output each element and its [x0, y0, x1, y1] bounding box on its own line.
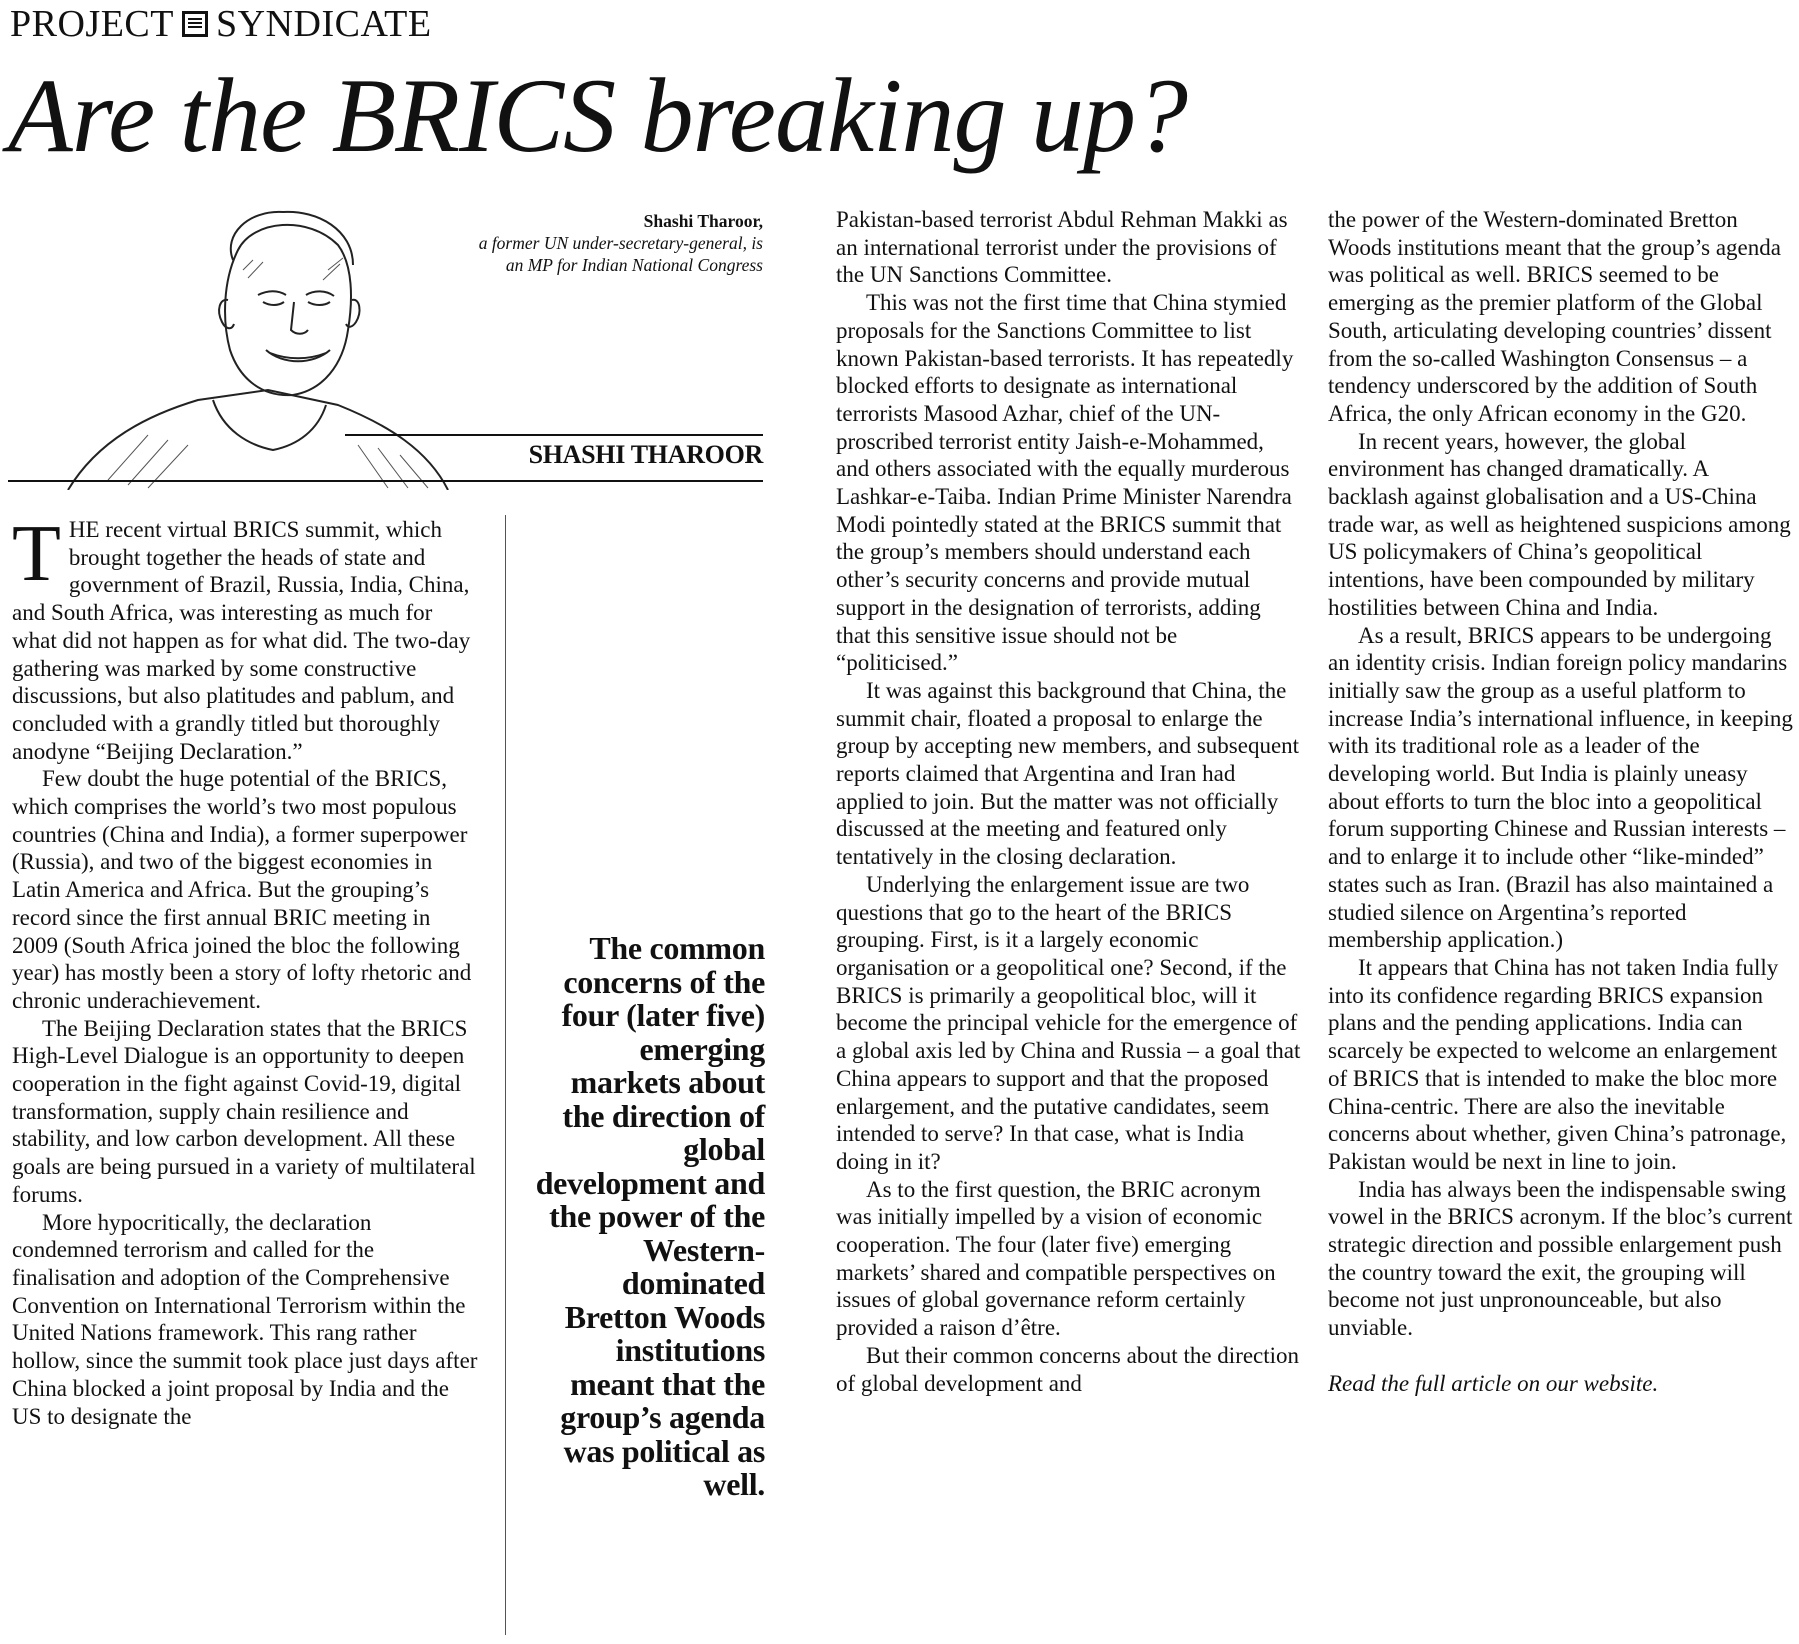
paragraph: This was not the first time that China stymied proposals for the Sanctions Committee to list known Pakistan-based terrorists. It has repeatedly blocked efforts to designate as international terrorists Masood Azhar, chief of the UN-proscribed terrorist entity Jaish-e-Mohammed, and others associated with the equally murderous Lashkar-e-Taiba. Indian Prime Minister Narendra Modi pointedly stated at the BRICS summit that the group’s members should understand each other’s security concerns and provide mutual support in the designation of terrorists, adding that this sensitive issue should not be “politicised.” — [836, 290, 1294, 676]
headline: Are the BRICS breaking up? — [8, 57, 1187, 174]
paragraph: In recent years, however, the global environment has changed dramatically. A backlash against globalisation and a US-China trade war, as well as heightened suspicions among US policymakers of China’s geopolitical intentions, have been compounded by military hostilities between China and India. — [1328, 428, 1791, 620]
column-divider — [505, 515, 506, 1635]
byline: SHASHI THAROOR — [528, 440, 763, 469]
paragraph: As a result, BRICS appears to be undergoing an identity crisis. Indian foreign policy mandarins initially saw the group as a useful platform to increase India’s international influence, in keeping with its traditional role as a leader of the developing world. But India is plainly uneasy about efforts to turn the bloc into a geopolitical forum supporting Chinese and Russian interests – and to enlarge it to include other “like-minded” states such as Iran. (Brazil has also maintained a studied silence on Argentina’s reported membership application.) — [1328, 622, 1793, 953]
pull-quote: The common concerns of the four (later five) emerging markets about the direction of global development and the power of the Western-dominated Bretton Woods institutions meant that the group’s agenda was political as well. — [535, 930, 765, 1502]
masthead-left: PROJECT — [10, 3, 174, 45]
paragraph: India has always been the indispensable swing vowel in the BRICS acronym. If the bloc’s current strategic direction and possible enlargement push the country toward the exit, the grouping will become not just unpronounceable, but also unviable. — [1328, 1176, 1793, 1341]
author-info — [460, 210, 763, 276]
paragraph: Pakistan-based terrorist Abdul Rehman Makki as an international terrorist under the provisions of the UN Sanctions Committee. — [836, 207, 1288, 288]
paragraph: the power of the Western-dominated Bretton Woods institutions meant that the group’s agenda was political as well. BRICS seemed to be emerging as the premier platform of the Global South, articulating developing countries’ dissent from the so-called Washington Consensus – a tendency underscored by the addition of South Africa, the only African economy in the G20. — [1328, 207, 1781, 426]
byline-rule-top — [345, 434, 763, 436]
article-column-3 — [836, 206, 1301, 1397]
paragraph: Few doubt the huge potential of the BRICS, which comprises the world’s two most populous countries (China and India), a former superpower (Russia), and two of the biggest economies in Latin America and Africa. But the grouping’s record since the first annual BRIC meeting in 2009 (South Africa joined the bloc the following year) has mostly been a story of lofty rhetoric and chronic underachievement. — [12, 766, 472, 1013]
paragraph: Underlying the enlargement issue are two questions that go to the heart of the BRICS grouping. First, is it a largely economic organisation or a geopolitical one? Second, if the BRICS is primarily a geopolitical bloc, will it become the principal vehicle for the emergence of a global axis led by China and Russia – a goal that China appears to support and that the proposed enlargement, and the putative candidates, seem intended to serve? In that case, what is India doing in it? — [836, 871, 1301, 1174]
paragraph: As to the first question, the BRIC acronym was initially impelled by a vision of economic cooperation. The four (later five) emerging markets’ shared and compatible perspectives on issues of global governance reform certainly provided a raison d’être. — [836, 1176, 1276, 1341]
paragraph-text: HE recent virtual BRICS summit, which brought together the heads of state and government of Brazil, Russia, India, China, and South Africa, was interesting as much for what did not happen as for what did. The two-day gathering was marked by some constructive discussions, but also platitudes and pablum, and concluded with a grandly titled but thoroughly anodyne “Beijing Declaration.” — [12, 517, 471, 764]
paragraph: More hypocritically, the declaration condemned terrorism and called for the finalisation and adoption of the Comprehensive Convention on International Terrorism within the United Nations framework. This rang rather hollow, since the summit took place just days after China blocked a joint proposal by India and the US to designate the — [12, 1209, 478, 1429]
paragraph: It was against this background that China, the summit chair, floated a proposal to enlarge the group by accepting new members, and subsequent reports claimed that Argentina and Iran had applied to join. But the matter was not officially discussed at the meeting and featured only tentatively in the closing declaration. — [836, 677, 1300, 870]
website-link[interactable]: Read the full article on our website. — [1328, 1370, 1659, 1396]
article-column-4 — [1328, 206, 1793, 1398]
author-name-line: Shashi Tharoor, — [643, 211, 763, 231]
byline-rule-bottom — [8, 480, 763, 482]
masthead — [10, 2, 432, 46]
paragraph: It appears that China has not taken India fully into its confidence regarding BRICS expansion plans and the pending applications. India can scarcely be expected to welcome an enlargement of BRICS that is intended to make the bloc more China-centric. There are also the inevitable concerns about whether, given China’s patronage, Pakistan would be next in line to join. — [1328, 954, 1787, 1174]
paragraph: The Beijing Declaration states that the BRICS High-Level Dialogue is an opportunity to deepen cooperation in the fight against Covid-19, digital transformation, supply chain resilience and stability, and low carbon development. All these goals are being pursued in a variety of multilateral forums. — [12, 1015, 476, 1207]
author-description: a former UN under-secretary-general, is an MP for Indian National Congress — [478, 233, 763, 275]
article-column-1 — [12, 510, 482, 1430]
masthead-right: SYNDICATE — [215, 3, 432, 45]
drop-cap: T — [12, 510, 61, 598]
paragraph: But their common concerns about the direction of global development and — [836, 1342, 1300, 1396]
paragraph — [12, 510, 482, 765]
masthead-logo-icon — [182, 11, 208, 37]
